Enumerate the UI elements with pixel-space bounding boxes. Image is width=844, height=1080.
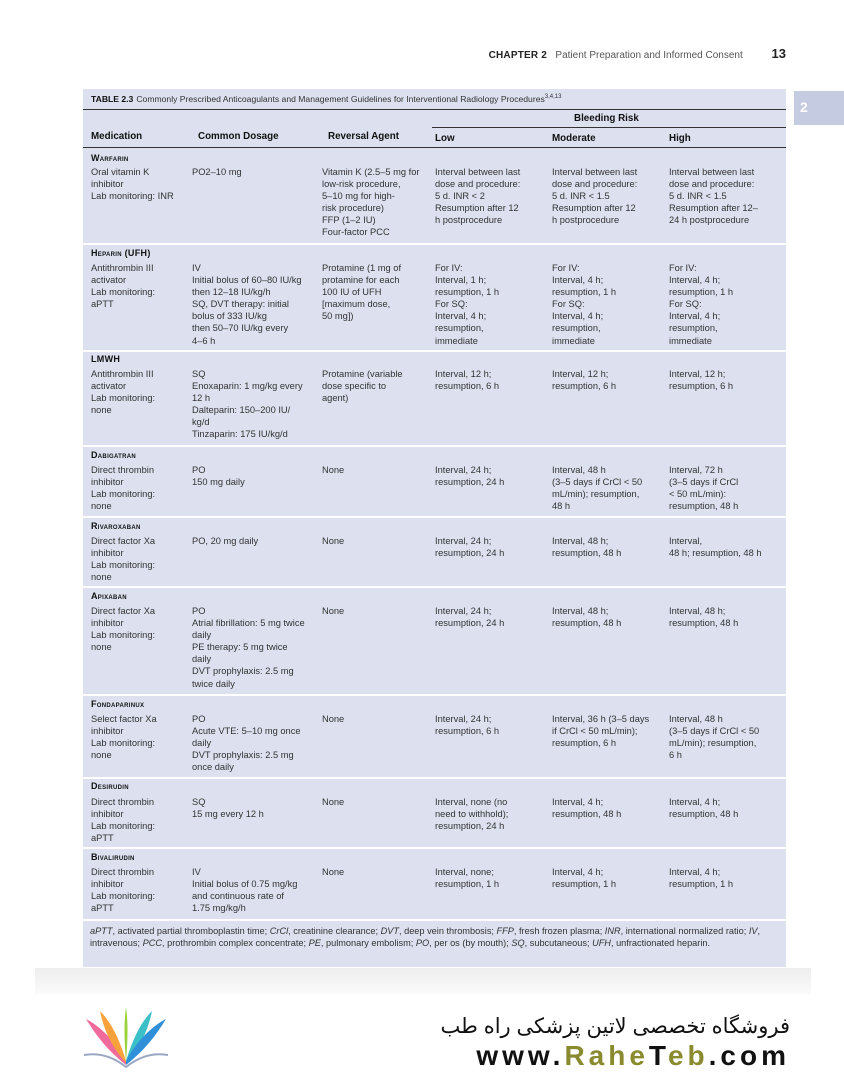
- chapter-side-tab-number: 2: [800, 99, 808, 115]
- cell-moderate: Interval, 4 h; resumption, 48 h: [552, 797, 622, 820]
- cell-high: Interval, 48 h; resumption, 48 h: [669, 536, 762, 559]
- row-divider: [83, 847, 786, 849]
- cell-reversal: None: [322, 536, 345, 546]
- cell-low: Interval, 24 h; resumption, 24 h: [435, 606, 505, 629]
- cell-high: Interval, 12 h; resumption, 6 h: [669, 369, 734, 392]
- table-caption: [91, 94, 561, 104]
- cell-dosage: PO, 20 mg daily: [192, 536, 259, 546]
- cell-medication: Direct factor Xa inhibitor Lab monitoring: none: [91, 536, 156, 583]
- row-divider: [83, 919, 786, 921]
- cell-medication: Direct thrombin inhibitor Lab monitoring: none: [91, 465, 156, 512]
- group-name: Rivaroxaban: [91, 521, 141, 531]
- cell-high: Interval, 48 h; resumption, 48 h: [669, 606, 739, 629]
- cell-dosage: IV Initial bolus of 0.75 mg/kg and continuous rate of 1.75 mg/kg/h: [192, 867, 298, 914]
- cell-moderate: Interval, 12 h; resumption, 6 h: [552, 369, 617, 392]
- header-moderate: Moderate: [552, 133, 596, 144]
- group-name: Warfarin: [91, 153, 129, 163]
- shop-name: فروشگاه تخصصی لاتین پزشکی راه طب: [440, 1015, 790, 1038]
- cell-reversal: Vitamin K (2.5–5 mg for low-risk procedure, 5–10 mg for high- risk procedure) FFP (1–2 IU) Four-factor PCC: [322, 167, 420, 238]
- row-divider: [83, 350, 786, 352]
- cell-reversal: Protamine (1 mg of protamine for each 100 IU of UFH [maximum dose, 50 mg]): [322, 263, 402, 322]
- cell-dosage: SQ Enoxaparin: 1 mg/kg every 12 h Dalteparin: 150–200 IU/ kg/d Tinzaparin: 175 IU/kg/d: [192, 369, 303, 440]
- book-logo-icon: [78, 1005, 174, 1069]
- cell-moderate: For IV: Interval, 4 h; resumption, 1 h For SQ: Interval, 4 h; resumption, immediate: [552, 263, 617, 346]
- running-head: [489, 46, 786, 61]
- table-title: Commonly Prescribed Anticoagulants and Management Guidelines for Interventional Radiology Procedures: [136, 94, 545, 104]
- cell-moderate: Interval, 48 h; resumption, 48 h: [552, 606, 622, 629]
- cell-moderate: Interval, 48 h (3–5 days if CrCl < 50 mL/min); resumption, 48 h: [552, 465, 643, 512]
- chapter-title: Patient Preparation and Informed Consent: [555, 50, 743, 61]
- cell-low: Interval, 12 h; resumption, 6 h: [435, 369, 500, 392]
- cell-reversal: Protamine (variable dose specific to agent): [322, 369, 403, 404]
- header-high: High: [669, 133, 691, 144]
- table-label: TABLE 2.3: [91, 94, 134, 104]
- cell-dosage: PO 150 mg daily: [192, 465, 245, 488]
- cell-reversal: None: [322, 867, 345, 877]
- row-divider: [83, 445, 786, 447]
- cell-high: Interval, 48 h (3–5 days if CrCl < 50 mL/min); resumption, 6 h: [669, 714, 760, 761]
- cell-dosage: SQ 15 mg every 12 h: [192, 797, 264, 820]
- anticoagulant-table: [83, 89, 786, 967]
- cell-high: For IV: Interval, 4 h; resumption, 1 h For SQ: Interval, 4 h; resumption, immediate: [669, 263, 734, 346]
- cell-moderate: Interval, 4 h; resumption, 1 h: [552, 867, 617, 890]
- cell-medication: Direct thrombin inhibitor Lab monitoring: aPTT: [91, 867, 156, 914]
- cell-medication: Antithrombin III activator Lab monitoring: none: [91, 369, 156, 416]
- cell-dosage: PO Atrial fibrillation: 5 mg twice daily PE therapy: 5 mg twice daily DVT prophylaxis: 2.5 mg twice daily: [192, 606, 305, 689]
- cell-medication: Antithrombin III activator Lab monitoring: aPTT: [91, 263, 156, 310]
- row-divider: [83, 694, 786, 696]
- header-bleeding-risk: Bleeding Risk: [574, 113, 639, 124]
- cell-reversal: None: [322, 465, 345, 475]
- row-divider: [83, 777, 786, 779]
- cell-low: Interval, 24 h; resumption, 24 h: [435, 465, 505, 488]
- shop-url: www.RaheTeb.com: [476, 1040, 790, 1071]
- cell-reversal: None: [322, 606, 345, 616]
- cell-low: Interval, none (no need to withhold); resumption, 24 h: [435, 797, 509, 832]
- cell-dosage: IV Initial bolus of 60–80 IU/kg then 12–18 IU/kg/h SQ, DVT therapy: initial bolus of 333 IU/kg then 50–70 IU/kg every 4–6 h: [192, 263, 302, 346]
- cell-low: Interval, 24 h; resumption, 6 h: [435, 714, 500, 737]
- row-divider: [83, 516, 786, 518]
- cell-reversal: None: [322, 797, 345, 807]
- header-rule: [83, 147, 786, 148]
- cell-dosage: PO Acute VTE: 5–10 mg once daily DVT prophylaxis: 2.5 mg once daily: [192, 714, 301, 773]
- cell-low: Interval, none; resumption, 1 h: [435, 867, 500, 890]
- cell-medication: Oral vitamin K inhibitor Lab monitoring: INR: [91, 167, 174, 202]
- group-name: Desirudin: [91, 781, 129, 791]
- table-footnote: aPTT, activated partial thromboplastin time; CrCl, creatinine clearance; DVT, deep vein thrombosis; FFP, fresh frozen plasma; INR, international normalized ratio; IV, intravenous; PCC, prothrombin complex concentrate; PE, pulmonary embolism; PO, per os (by mouth); SQ, subcutaneous; UFH, unfractionated heparin.: [90, 926, 761, 949]
- row-divider: [83, 243, 786, 245]
- cell-high: Interval, 4 h; resumption, 1 h: [669, 867, 734, 890]
- group-name: Bivalirudin: [91, 852, 135, 862]
- cell-moderate: Interval, 36 h (3–5 days if CrCl < 50 mL/min); resumption, 6 h: [552, 714, 650, 749]
- cell-moderate: Interval between last dose and procedure: 5 d. INR < 1.5 Resumption after 12 h postprocedure: [552, 167, 638, 226]
- cell-high: Interval between last dose and procedure: 5 d. INR < 1.5 Resumption after 12– 24 h postprocedure: [669, 167, 758, 226]
- cell-medication: Direct thrombin inhibitor Lab monitoring: aPTT: [91, 797, 156, 844]
- page-bottom-shadow: [35, 968, 811, 994]
- header-medication: Medication: [91, 131, 143, 142]
- group-name: Dabigatran: [91, 450, 137, 460]
- chapter-side-tab: [794, 91, 844, 125]
- cell-high: Interval, 4 h; resumption, 48 h: [669, 797, 739, 820]
- group-name: Fondaparinux: [91, 699, 145, 709]
- cell-dosage: PO2–10 mg: [192, 167, 242, 177]
- group-name: LMWH: [91, 354, 121, 364]
- group-name: Heparin (UFH): [91, 248, 151, 258]
- bleeding-risk-rule: [432, 127, 786, 128]
- cell-high: Interval, 72 h (3–5 days if CrCl < 50 mL/min): resumption, 48 h: [669, 465, 739, 512]
- cell-medication: Direct factor Xa inhibitor Lab monitoring: none: [91, 606, 156, 653]
- chapter-label: CHAPTER 2: [488, 50, 548, 61]
- cell-low: Interval, 24 h; resumption, 24 h: [435, 536, 505, 559]
- table-refs: 3,4,13: [544, 94, 562, 101]
- header-low: Low: [435, 133, 455, 144]
- header-reversal: Reversal Agent: [328, 131, 399, 142]
- cell-low: For IV: Interval, 1 h; resumption, 1 h For SQ: Interval, 4 h; resumption, immediate: [435, 263, 500, 346]
- cell-low: Interval between last dose and procedure: 5 d. INR < 2 Resumption after 12 h postprocedure: [435, 167, 521, 226]
- caption-rule: [83, 109, 786, 110]
- row-divider: [83, 586, 786, 588]
- group-name: Apixaban: [91, 591, 127, 601]
- cell-reversal: None: [322, 714, 345, 724]
- cell-medication: Select factor Xa inhibitor Lab monitoring: none: [91, 714, 157, 761]
- cell-moderate: Interval, 48 h; resumption, 48 h: [552, 536, 622, 559]
- page-number: 13: [771, 46, 786, 61]
- header-dosage: Common Dosage: [198, 131, 279, 142]
